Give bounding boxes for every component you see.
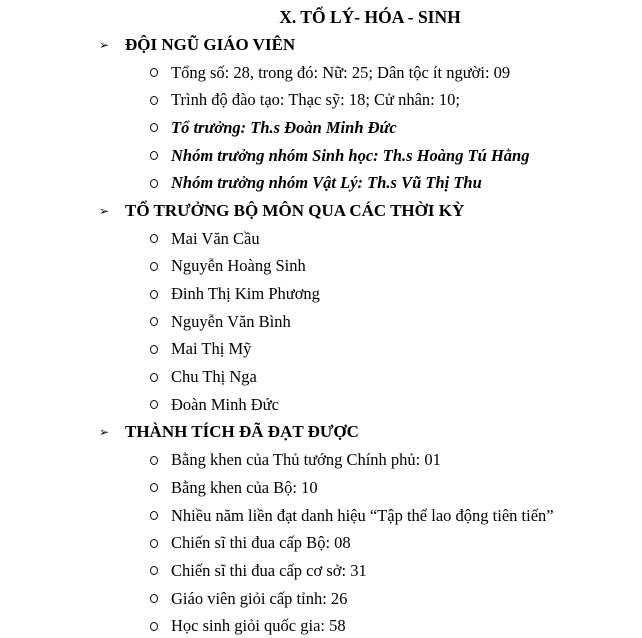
list-item (0, 59, 642, 87)
list-item-text: Nguyễn Văn Bình (171, 311, 291, 331)
list-item-text: Tổ trưởng: Th.s Đoàn Minh Đức (171, 117, 397, 137)
list-item (0, 169, 642, 197)
list-item (0, 557, 642, 585)
list-item (0, 446, 642, 474)
arrow-bullet-icon: ➢ (99, 425, 110, 440)
circle-bullet-icon (150, 345, 171, 354)
circle-bullet-icon (150, 456, 171, 465)
circle-bullet-icon (150, 400, 171, 409)
circle-bullet-icon (150, 151, 171, 160)
list-item (0, 142, 642, 170)
circle-bullet-icon (150, 68, 171, 77)
circle-bullet-icon (150, 622, 171, 631)
section-heading (0, 31, 642, 59)
list-item (0, 612, 642, 638)
section-heading-text: ĐỘI NGŨ GIÁO VIÊN (125, 34, 296, 54)
list-item (0, 308, 642, 336)
list-item (0, 363, 642, 391)
list-item-text: Nguyễn Hoàng Sinh (171, 256, 306, 276)
list-item-text: Tổng số: 28, trong đó: Nữ: 25; Dân tộc ít người: 09 (171, 62, 511, 82)
list-item-text: Giáo viên giỏi cấp tỉnh: 26 (171, 588, 348, 608)
document-section (0, 31, 642, 197)
list-item (0, 474, 642, 502)
list-item-text: Chu Thị Nga (171, 367, 257, 387)
list-item-text: Mai Văn Cầu (171, 228, 260, 248)
list-item (0, 336, 642, 364)
list-item (0, 114, 642, 142)
section-items (0, 225, 642, 419)
circle-bullet-icon (150, 317, 171, 326)
list-item-text: Học sinh giỏi quốc gia: 58 (171, 616, 346, 636)
arrow-bullet-icon: ➢ (99, 37, 110, 52)
document-content (0, 31, 642, 638)
list-item-text: Chiến sĩ thi đua cấp cơ sở: 31 (171, 560, 367, 580)
circle-bullet-icon (150, 262, 171, 271)
list-item-text: Nhóm trưởng nhóm Sinh học: Th.s Hoàng Tú Hằng (171, 145, 530, 165)
list-item-text: Mai Thị Mỹ (171, 339, 252, 359)
list-item-text: Nhóm trưởng nhóm Vật Lý: Th.s Vũ Thị Thu (171, 173, 482, 193)
list-item (0, 225, 642, 253)
list-item-text: Đoàn Minh Đức (171, 394, 279, 414)
list-item (0, 280, 642, 308)
circle-bullet-icon (150, 123, 171, 132)
list-item-text: Đinh Thị Kim Phương (171, 284, 320, 304)
circle-bullet-icon (150, 594, 171, 603)
list-item (0, 391, 642, 419)
section-heading-text: TỔ TRƯỞNG BỘ MÔN QUA CÁC THỜI KỲ (125, 200, 465, 220)
circle-bullet-icon (150, 96, 171, 105)
list-item-text: Trình độ đào tạo: Thạc sỹ: 18; Cử nhân: 10; (171, 90, 460, 110)
circle-bullet-icon (150, 511, 171, 520)
arrow-bullet-icon: ➢ (99, 203, 110, 218)
circle-bullet-icon (150, 483, 171, 492)
section-heading (0, 419, 642, 447)
circle-bullet-icon (150, 539, 171, 548)
list-item (0, 86, 642, 114)
circle-bullet-icon (150, 234, 171, 243)
section-heading (0, 197, 642, 225)
list-item (0, 502, 642, 530)
circle-bullet-icon (150, 566, 171, 575)
circle-bullet-icon (150, 179, 171, 188)
document-section (0, 197, 642, 419)
document-section (0, 419, 642, 638)
list-item-text: Nhiều năm liền đạt danh hiệu “Tập thể lao động tiên tiến” (171, 505, 554, 525)
section-items (0, 59, 642, 197)
list-item-text: Bằng khen của Bộ: 10 (171, 477, 318, 497)
circle-bullet-icon (150, 373, 171, 382)
list-item (0, 585, 642, 613)
section-heading-text: THÀNH TÍCH ĐÃ ĐẠT ĐƯỢC (125, 422, 359, 442)
circle-bullet-icon (150, 290, 171, 299)
list-item-text: Bằng khen của Thủ tướng Chính phủ: 01 (171, 450, 441, 470)
section-items (0, 446, 642, 638)
list-item-text: Chiến sĩ thi đua cấp Bộ: 08 (171, 533, 351, 553)
list-item (0, 253, 642, 281)
page-title: X. TỔ LÝ- HÓA - SINH (279, 7, 461, 27)
list-item (0, 529, 642, 557)
